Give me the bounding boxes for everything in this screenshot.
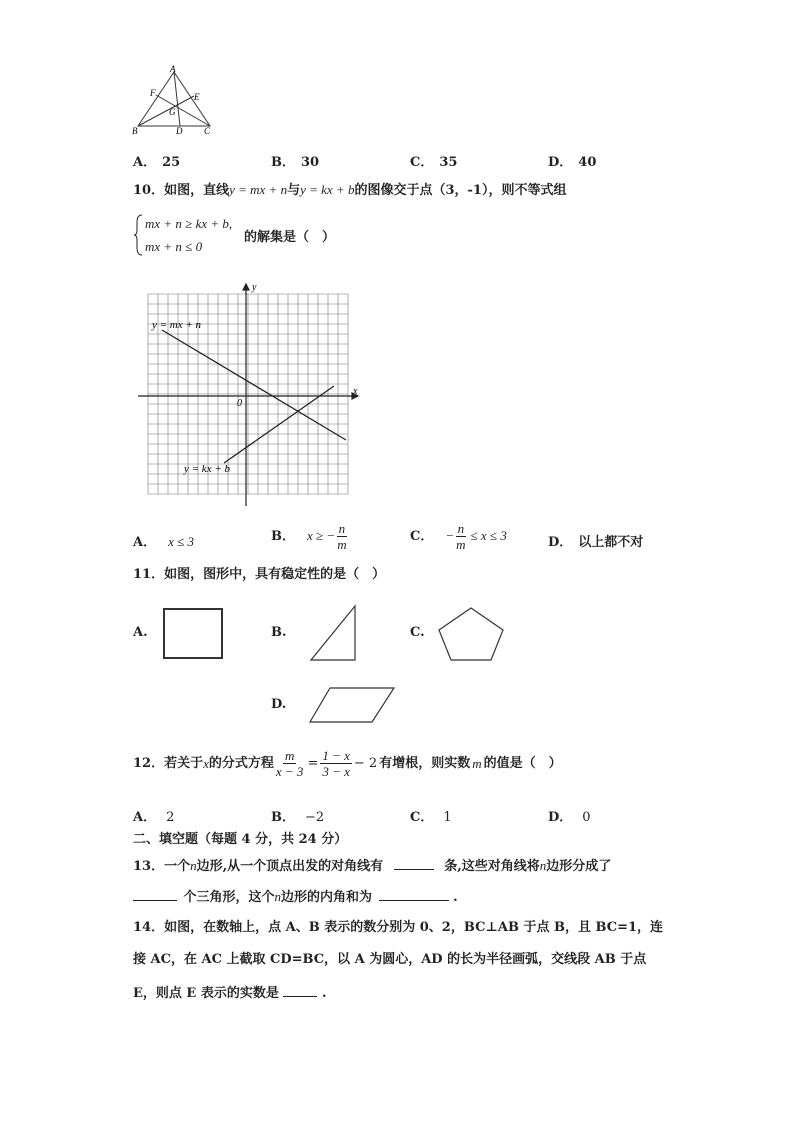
q12-option-d[interactable]: D． 0	[548, 810, 591, 825]
section-heading: 二、填空题（每题 4 分，共 24 分）	[133, 832, 348, 847]
label-C: C	[204, 126, 211, 136]
label-F: F	[150, 88, 156, 98]
q13-blank-3[interactable]	[379, 888, 449, 901]
y-axis-arrow	[243, 284, 249, 290]
q12-option-a[interactable]: A． 2	[133, 810, 175, 825]
q10-option-d[interactable]: D． 以上都不对	[548, 535, 644, 550]
q11-option-d[interactable]: D.	[271, 697, 287, 712]
inequality-2: mx + n ≤ 0	[145, 239, 203, 254]
q11-stem: 11．如图，图形中，具有稳定性的是（ ）	[133, 567, 386, 582]
q9-option-a[interactable]: A． 25	[133, 155, 181, 170]
q13-line2: 个三角形，这个n边形的内角和为 .	[133, 888, 458, 906]
q10-ask: 的解集是（ ）	[244, 230, 336, 245]
parallelogram-shape	[308, 686, 398, 724]
q11-option-a[interactable]: A.	[133, 625, 148, 640]
triangle-shape	[309, 604, 359, 662]
origin-label: 0	[237, 398, 242, 409]
line1-label: y = mx + n	[152, 319, 202, 331]
label-B: B	[132, 126, 138, 136]
q13-line1: 13．一个n边形,从一个顶点出发的对角线有 条,这些对角线将n边形分成了	[133, 858, 612, 874]
q10-option-b[interactable]: B． x ≥ − $\frac{n}{m}$	[271, 521, 347, 552]
q12-option-c[interactable]: C． 1	[410, 810, 452, 825]
x-axis-label: x	[353, 386, 358, 397]
square-shape	[163, 608, 223, 659]
line-mx-n	[162, 330, 346, 440]
pentagon-shape	[437, 606, 505, 662]
triangle-figure	[128, 64, 224, 138]
q12-option-b[interactable]: B． −2	[271, 810, 325, 825]
y-axis-label: y	[252, 282, 257, 293]
q9-option-b[interactable]: B． 30	[271, 155, 320, 170]
q9-option-d[interactable]: D． 40	[548, 155, 597, 170]
q10-stem: 10．如图，直线y = mx + n与y = kx + b的图像交于点（3，-1），则不等式组	[133, 182, 567, 198]
q9-option-c[interactable]: C． 35	[410, 155, 458, 170]
inequality-1: mx + n ≥ kx + b,	[145, 216, 233, 231]
q12-stem: 12．若关于 x 的分式方程 $\frac{m}{x - 3}$ = $\frac{1 - x}{3 - x}$ − 2 有增根，则实数 m 的值是（ ）	[133, 748, 562, 779]
linear-graph	[130, 278, 370, 508]
q10-option-a[interactable]: A． x ≤ 3	[133, 534, 194, 550]
q11-option-c[interactable]: C.	[410, 625, 425, 640]
q13-blank-2[interactable]	[133, 888, 177, 901]
line2-label: y = kx + b	[184, 463, 230, 475]
q10-option-c[interactable]: C． − $\frac{n}{m}$ ≤ x ≤ 3	[410, 521, 507, 552]
q11-option-b[interactable]: B.	[271, 625, 287, 640]
label-D: D	[176, 126, 183, 136]
label-G: G	[169, 107, 176, 117]
q14-line3: E，则点 E 表示的实数是 .	[133, 986, 327, 1001]
label-E: E	[194, 92, 200, 102]
inequality-brace	[133, 214, 143, 256]
q14-line1: 14．如图，在数轴上，点 A、B 表示的数分别为 0、2，BC⊥AB 于点 B，且 BC=1，连	[133, 920, 664, 935]
q13-blank-1[interactable]	[394, 857, 434, 870]
label-A: A	[170, 64, 176, 74]
q14-line2: 接 AC，在 AC 上截取 CD=BC，以 A 为圆心，AD 的长为半径画弧，交线段 AB 于点	[133, 952, 647, 967]
q14-blank[interactable]	[283, 984, 317, 997]
